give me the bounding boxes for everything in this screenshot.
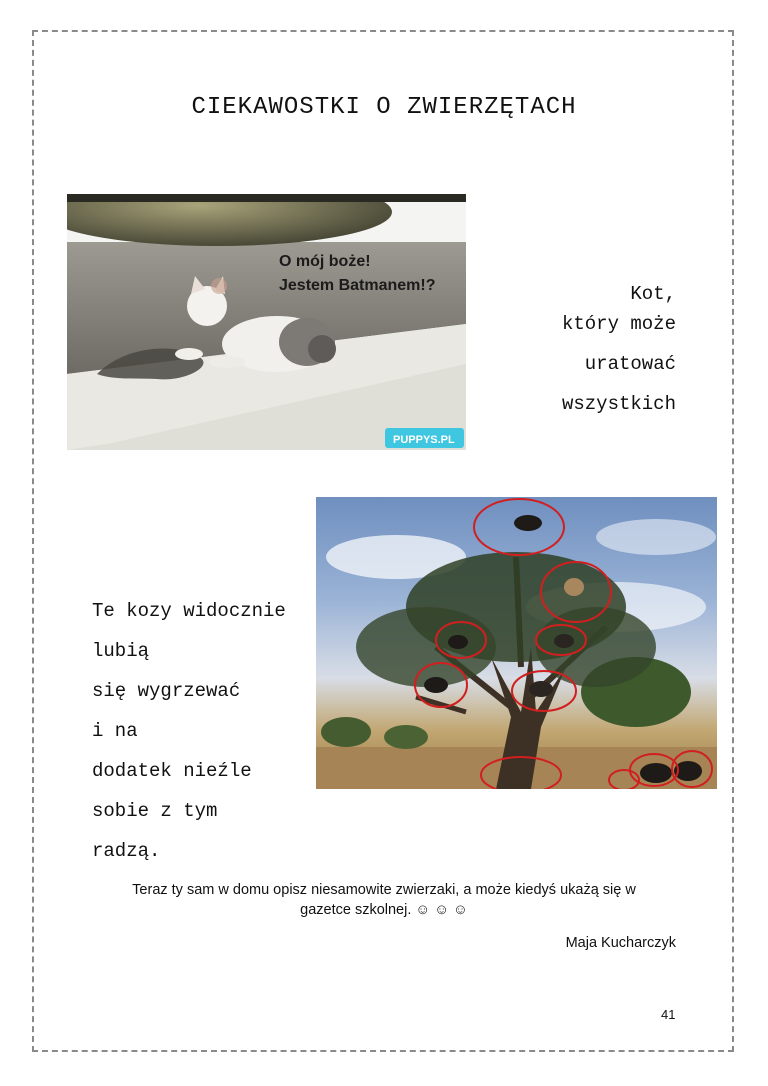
closing-note-line-2: gazetce szkolnej. ☺ ☺ ☺: [300, 902, 468, 918]
goat-photo: [316, 497, 717, 789]
author-name: Maja Kucharczyk: [565, 935, 676, 951]
cat-caption-line: który może: [561, 313, 676, 335]
cat-photo: [67, 194, 466, 450]
speech-line-1: O mój boże!: [279, 253, 371, 270]
closing-note-line-1: Teraz ty sam w domu opisz niesamowite zwierzaki, a może kiedyś ukażą się w: [132, 882, 636, 898]
goat-tree-illustration: [316, 497, 717, 789]
watermark-text: PUPPYS.PL: [393, 434, 455, 446]
speech-line-2: Jestem Batmanem!?: [279, 277, 436, 294]
closing-note: [100, 880, 668, 920]
page-number: 41: [661, 1007, 676, 1022]
cat-caption-line: wszystkich: [561, 393, 676, 415]
goat-caption-line: radzą.: [92, 840, 161, 862]
page-title: CIEKAWOSTKI O ZWIERZĘTACH: [191, 94, 577, 121]
goat-caption-line: lubią: [92, 640, 150, 662]
cat-photo-illustration: [67, 194, 466, 450]
cat-caption-line: Kot,: [630, 283, 676, 305]
goat-caption-line: się wygrzewać: [92, 680, 241, 702]
goat-caption-line: sobie z tym: [92, 800, 218, 822]
goat-caption-line: i na: [92, 720, 138, 742]
goat-caption-line: dodatek nieźle: [92, 760, 252, 782]
goat-caption-line: Te kozy widocznie: [92, 600, 286, 622]
cat-caption-line: uratować: [584, 353, 676, 375]
